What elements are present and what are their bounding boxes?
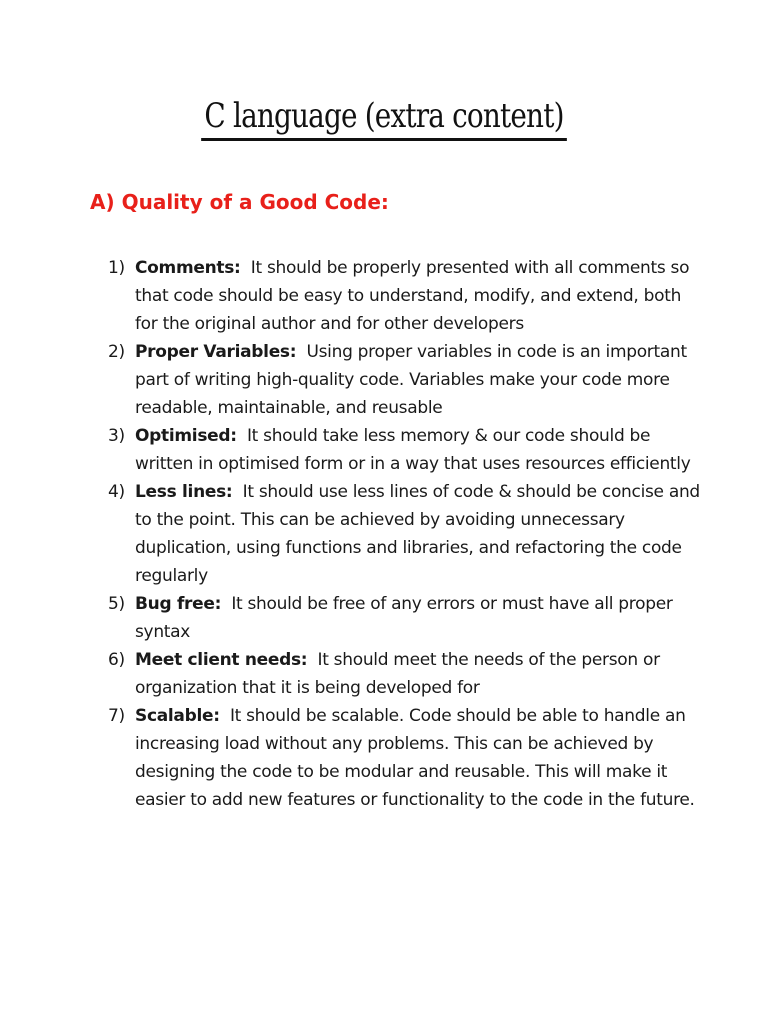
item-text: It should be free of any errors or must have all proper syntax [135,594,673,642]
item-title: Scalable: [135,706,220,726]
item-title: Meet client needs: [135,650,308,670]
item-text: It should use less lines of code & should be concise and to the point. This can be achieved by avoiding unnecessary duplication, using functions and libraries, and refactoring the code regularly [135,482,700,586]
item-text: It should be scalable. Code should be able to handle an increasing load without any problems. This can be achieved by designing the code to be modular and reusable. This will make it easier to add new features or functionality to the code in the future. [135,706,695,810]
quality-list [108,254,708,814]
document-title [0,92,768,141]
list-item [108,254,708,338]
item-title: Proper Variables: [135,342,297,362]
item-number: 6) [108,650,125,670]
item-title: Optimised: [135,426,237,446]
item-number: 3) [108,426,125,446]
item-title: Comments: [135,258,241,278]
list-item [108,478,708,590]
document-title-text: C language (extra content) [201,94,567,141]
item-number: 4) [108,482,125,502]
item-title: Less lines: [135,482,233,502]
section-heading: A) Quality of a Good Code: [90,190,389,214]
list-item [108,646,708,702]
list-item [108,590,708,646]
item-text: It should be properly presented with all comments so that code should be easy to understand, modify, and extend, both for the original author and for other developers [135,258,690,334]
item-number: 5) [108,594,125,614]
list-item [108,422,708,478]
item-text: Using proper variables in code is an important part of writing high-quality code. Variables make your code more readable, maintainable, and reusable [135,342,687,418]
item-text: It should meet the needs of the person or organization that it is being developed for [135,650,660,698]
list-item [108,338,708,422]
item-text: It should take less memory & our code should be written in optimised form or in a way that uses resources efficiently [135,426,691,474]
item-number: 1) [108,258,125,278]
item-number: 2) [108,342,125,362]
item-title: Bug free: [135,594,222,614]
item-number: 7) [108,706,125,726]
list-item [108,702,708,814]
